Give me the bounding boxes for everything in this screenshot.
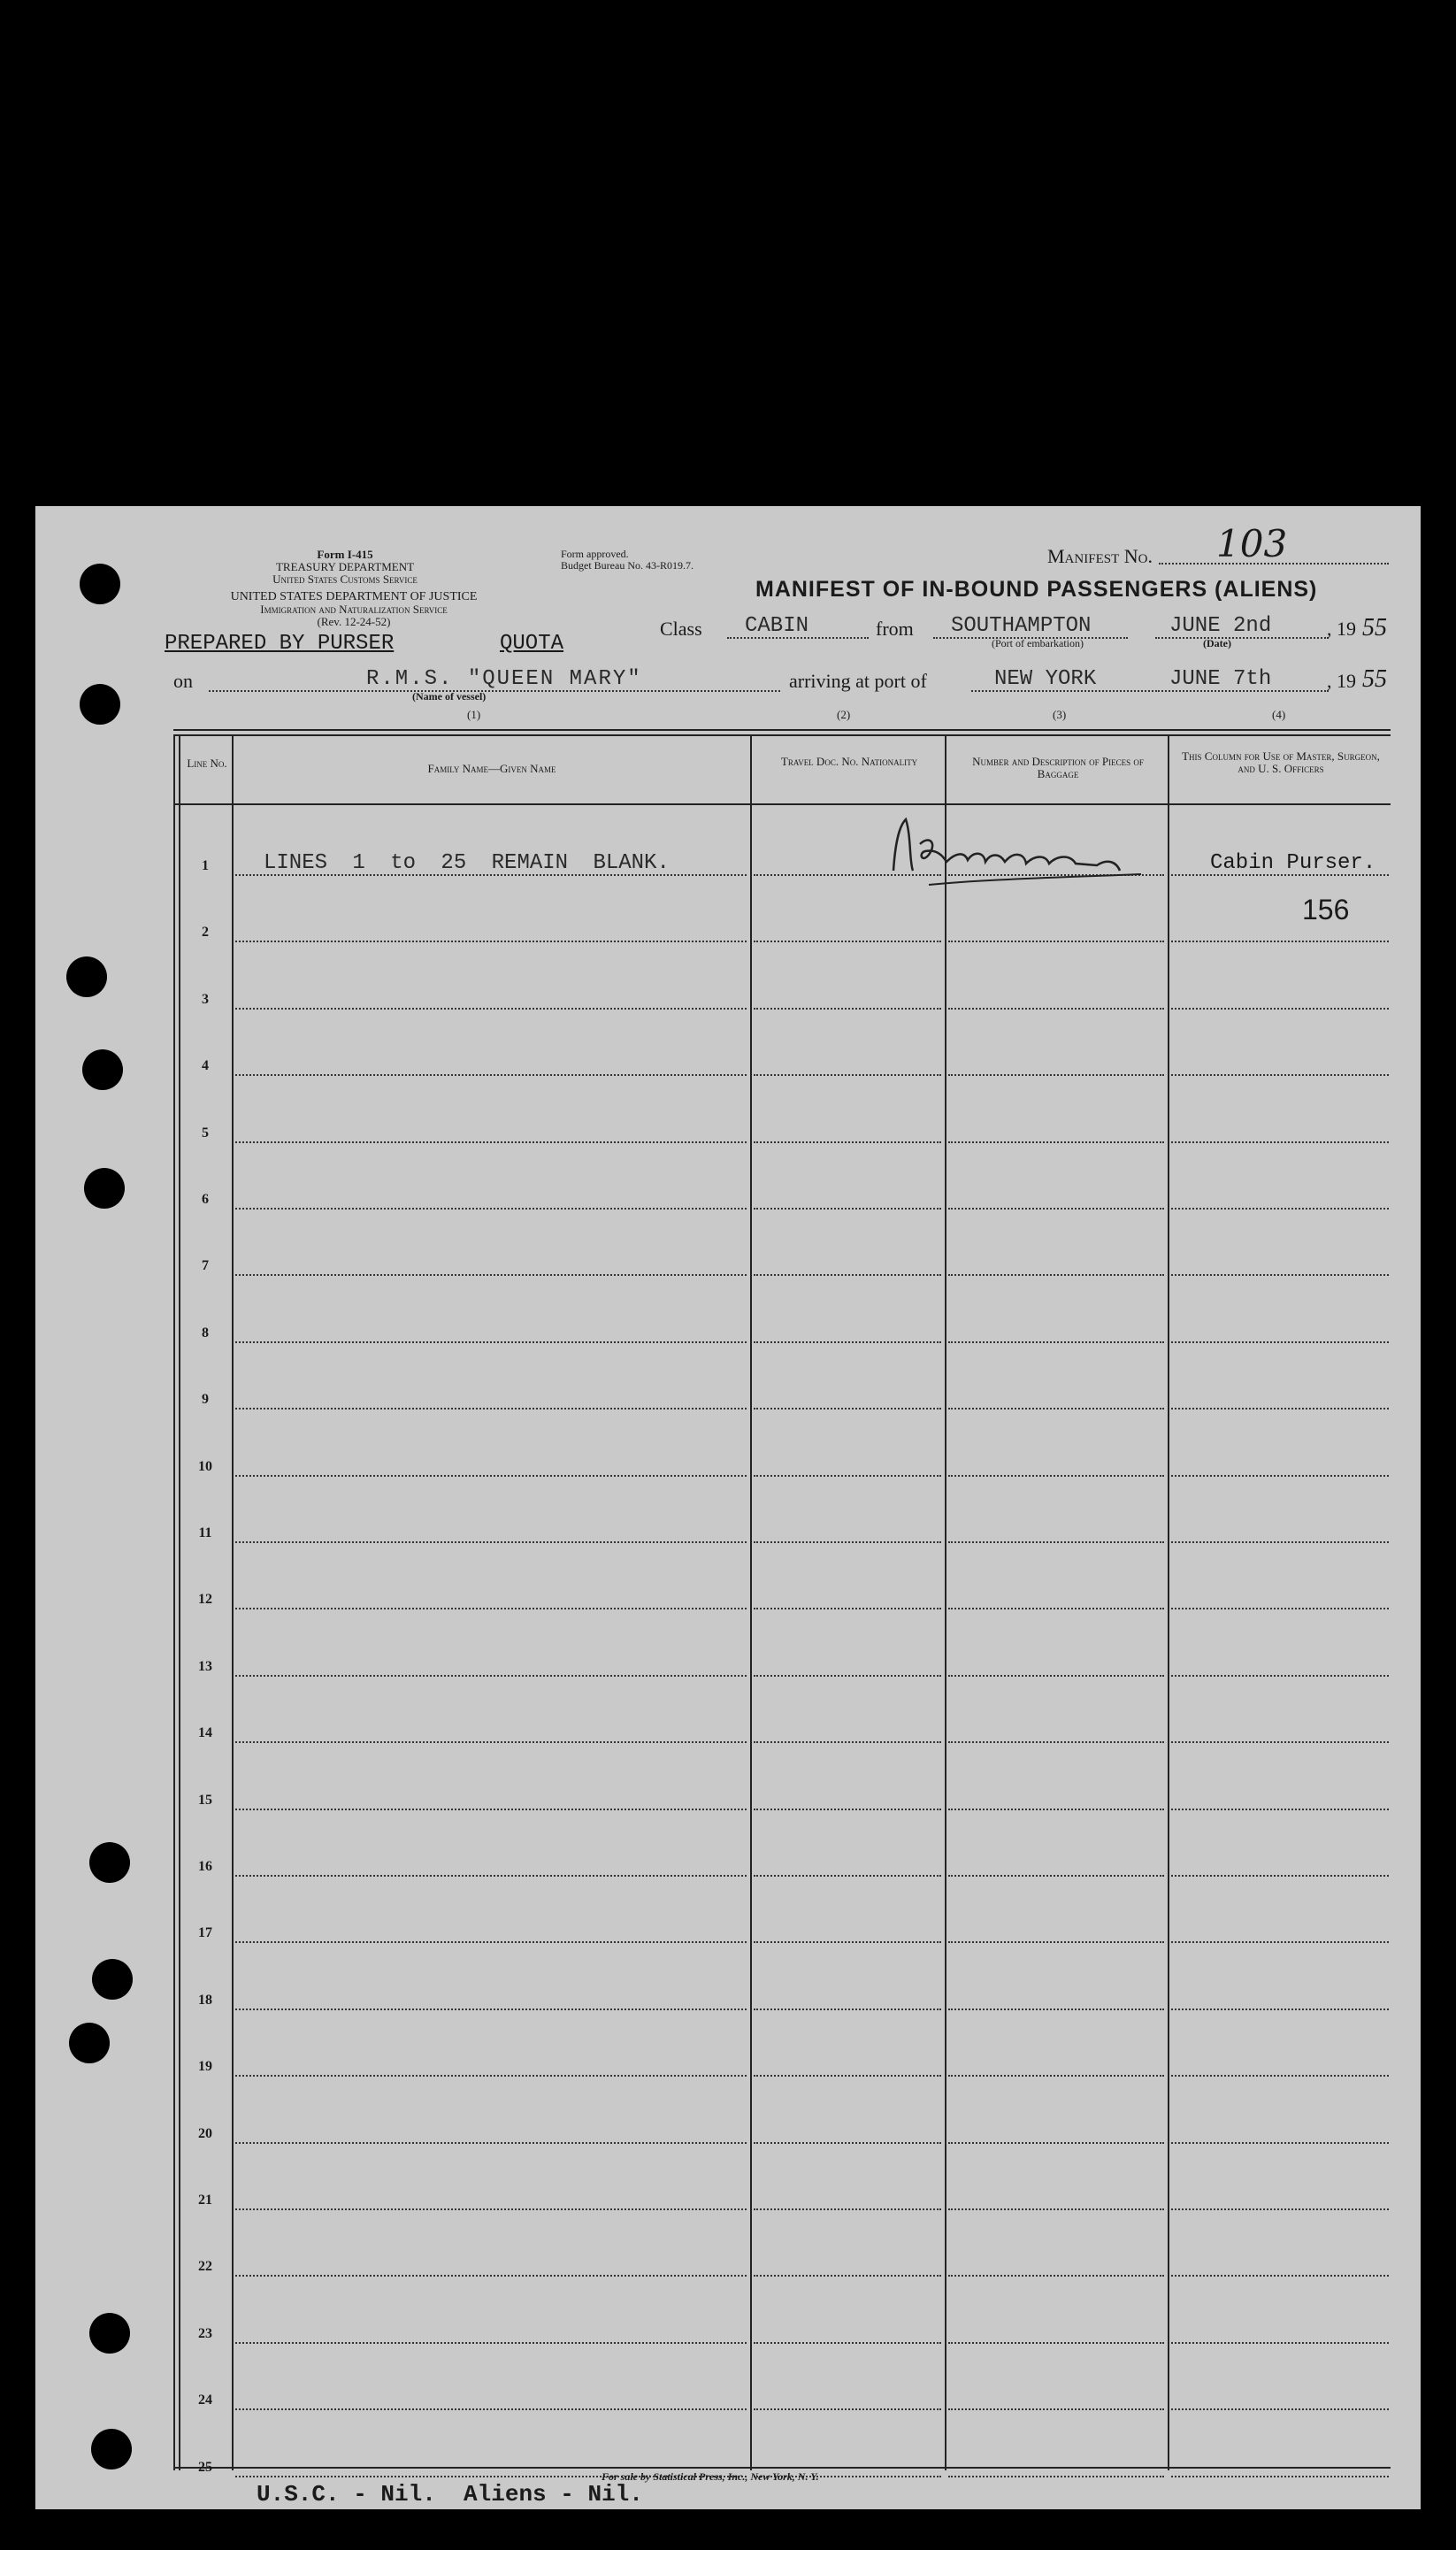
departure-date: JUNE 2nd bbox=[1169, 614, 1272, 638]
header-line-no: Line No. bbox=[187, 757, 227, 770]
row-dotted-line bbox=[235, 1274, 747, 1276]
row-dotted-line bbox=[235, 1141, 747, 1143]
row-dotted-line bbox=[754, 2208, 941, 2210]
doc-divider bbox=[945, 734, 946, 2470]
row-number: 21 bbox=[198, 2193, 212, 2208]
row-dotted-line bbox=[948, 1941, 1164, 1943]
row-dotted-line bbox=[1171, 1941, 1389, 1943]
form-approved: Form approved. bbox=[561, 548, 629, 560]
punch-hole bbox=[84, 1168, 125, 1209]
row-dotted-line bbox=[1171, 1675, 1389, 1677]
row-dotted-line bbox=[754, 2009, 941, 2010]
class-value: CABIN bbox=[745, 614, 809, 638]
header-family-name: Family Name—Given Name bbox=[427, 762, 556, 775]
on-label: on bbox=[173, 670, 193, 692]
row-number: 23 bbox=[198, 2326, 212, 2341]
table-header-rule bbox=[173, 803, 1391, 805]
table-bottom-rule bbox=[173, 2467, 1391, 2469]
col-num-2: (2) bbox=[837, 708, 851, 721]
treasury-department: TREASURY DEPARTMENT bbox=[275, 560, 415, 573]
line-no-divider bbox=[232, 734, 234, 2470]
row-dotted-line bbox=[1171, 1074, 1389, 1076]
passenger-count: 156 bbox=[1302, 894, 1350, 926]
row-number: 1 bbox=[202, 858, 209, 873]
row-dotted-line bbox=[235, 1941, 747, 1943]
table-left-border bbox=[173, 734, 175, 2470]
row-dotted-line bbox=[754, 1141, 941, 1143]
arrival-port: NEW YORK bbox=[994, 667, 1097, 691]
row-dotted-line bbox=[235, 1541, 747, 1543]
row-number: 20 bbox=[198, 2126, 212, 2141]
row-number: 2 bbox=[202, 925, 209, 940]
row-number: 17 bbox=[198, 1925, 212, 1940]
row-number: 7 bbox=[202, 1258, 209, 1273]
row-dotted-line bbox=[948, 2476, 1164, 2477]
justice-block bbox=[177, 591, 531, 628]
row-dotted-line bbox=[754, 1608, 941, 1609]
row-dotted-line bbox=[1171, 1475, 1389, 1477]
form-number: Form I-415 bbox=[317, 548, 373, 561]
row-dotted-line bbox=[235, 1074, 747, 1076]
row-dotted-line bbox=[1171, 1274, 1389, 1276]
row-dotted-line bbox=[754, 1475, 941, 1477]
row-dotted-line bbox=[948, 1074, 1164, 1076]
row-dotted-line bbox=[948, 2342, 1164, 2344]
vessel-caption: (Name of vessel) bbox=[412, 690, 487, 703]
purser-signature bbox=[876, 800, 1176, 897]
budget-bureau: Budget Bureau No. 43-R019.7. bbox=[561, 559, 694, 572]
row-number: 18 bbox=[198, 1993, 212, 2008]
year-prefix: , 19 bbox=[1327, 618, 1356, 640]
punch-hole bbox=[82, 1049, 123, 1090]
row-dotted-line bbox=[235, 1341, 747, 1343]
punch-hole bbox=[80, 564, 120, 604]
from-label: from bbox=[876, 618, 914, 640]
header-travel-doc: Travel Doc. No. Nationality bbox=[780, 755, 918, 768]
row-number: 19 bbox=[198, 2059, 212, 2074]
customs-service: United States Customs Service bbox=[272, 572, 418, 586]
baggage-divider bbox=[1168, 734, 1169, 2470]
punch-hole bbox=[66, 956, 107, 997]
row-dotted-line bbox=[948, 1809, 1164, 1810]
table-left-border-2 bbox=[179, 734, 180, 2470]
row-dotted-line bbox=[948, 1541, 1164, 1543]
row-dotted-line bbox=[235, 1675, 747, 1677]
approval-block bbox=[561, 549, 694, 572]
printer-note: For sale by Statistical Press, Inc., New York, N. Y. bbox=[602, 2470, 819, 2483]
vessel-name: R.M.S. "QUEEN MARY" bbox=[366, 667, 642, 691]
port-caption: (Port of embarkation) bbox=[992, 637, 1084, 649]
row-dotted-line bbox=[948, 2408, 1164, 2410]
punch-hole bbox=[89, 1842, 130, 1883]
row-dotted-line bbox=[754, 1074, 941, 1076]
table-top-rule-2 bbox=[173, 734, 1391, 736]
revision-date: (Rev. 12-24-52) bbox=[317, 615, 391, 628]
row-dotted-line bbox=[948, 1608, 1164, 1609]
row-dotted-line bbox=[948, 2275, 1164, 2277]
row-dotted-line bbox=[754, 1741, 941, 1743]
row-dotted-line bbox=[754, 1875, 941, 1877]
row-dotted-line bbox=[1171, 2009, 1389, 2010]
row-dotted-line bbox=[948, 1875, 1164, 1877]
row-dotted-line bbox=[235, 1741, 747, 1743]
row-dotted-line bbox=[1171, 1008, 1389, 1010]
row-dotted-line bbox=[754, 1809, 941, 1810]
row-number: 13 bbox=[198, 1659, 212, 1674]
row-dotted-line bbox=[754, 2275, 941, 2277]
row-dotted-line bbox=[1171, 1741, 1389, 1743]
justice-department: UNITED STATES DEPARTMENT OF JUSTICE bbox=[230, 590, 478, 603]
col-num-1: (1) bbox=[467, 708, 481, 721]
class-label: Class bbox=[660, 618, 702, 640]
row-dotted-line bbox=[754, 1675, 941, 1677]
row-dotted-line bbox=[1171, 1541, 1389, 1543]
row-dotted-line bbox=[948, 1141, 1164, 1143]
row-dotted-line bbox=[1171, 941, 1389, 942]
row-number: 10 bbox=[198, 1459, 212, 1474]
manifest-no-label: Manifest No. bbox=[1047, 545, 1153, 567]
row-dotted-line bbox=[948, 1475, 1164, 1477]
col-num-4: (4) bbox=[1272, 708, 1286, 721]
manifest-title: MANIFEST OF IN-BOUND PASSENGERS (ALIENS) bbox=[755, 577, 1318, 602]
punch-hole bbox=[92, 1959, 133, 2000]
row-dotted-line bbox=[754, 1008, 941, 1010]
row-dotted-line bbox=[235, 2075, 747, 2077]
punch-hole bbox=[80, 684, 120, 725]
row-dotted-line bbox=[1171, 2208, 1389, 2210]
row-dotted-line bbox=[1171, 2408, 1389, 2410]
punch-hole bbox=[69, 2023, 110, 2063]
row-dotted-line bbox=[1171, 1408, 1389, 1409]
header-officers: This Column for Use of Master, Surgeon, and U. S. Officers bbox=[1182, 749, 1380, 775]
row-dotted-line bbox=[235, 2208, 747, 2210]
header-baggage: Number and Description of Pieces of Baggage bbox=[972, 755, 1144, 780]
row-number: 22 bbox=[198, 2259, 212, 2274]
row-dotted-line bbox=[235, 941, 747, 942]
row-dotted-line bbox=[235, 2408, 747, 2410]
date-caption: (Date) bbox=[1203, 637, 1231, 649]
arrival-date: JUNE 7th bbox=[1169, 667, 1272, 691]
row-dotted-line bbox=[948, 2208, 1164, 2210]
row-dotted-line bbox=[754, 1208, 941, 1210]
row-dotted-line bbox=[235, 2342, 747, 2344]
row-dotted-line bbox=[754, 2408, 941, 2410]
row-dotted-line bbox=[754, 1941, 941, 1943]
row-dotted-line bbox=[754, 1341, 941, 1343]
row-dotted-line bbox=[235, 2142, 747, 2144]
row-dotted-line bbox=[1171, 1141, 1389, 1143]
ins-service: Immigration and Naturalization Service bbox=[260, 603, 448, 616]
row-number: 11 bbox=[198, 1525, 212, 1540]
row-dotted-line bbox=[1171, 2476, 1389, 2477]
row-dotted-line bbox=[948, 1274, 1164, 1276]
row-dotted-line bbox=[1171, 1608, 1389, 1609]
row-dotted-line bbox=[948, 1008, 1164, 1010]
row-number: 15 bbox=[198, 1793, 212, 1808]
row-dotted-line bbox=[754, 1541, 941, 1543]
row-number: 5 bbox=[202, 1125, 209, 1141]
row-dotted-line bbox=[235, 1608, 747, 1609]
row-dotted-line bbox=[948, 1208, 1164, 1210]
row-dotted-line bbox=[948, 1341, 1164, 1343]
row-dotted-line bbox=[754, 2342, 941, 2344]
row-dotted-line bbox=[1171, 2342, 1389, 2344]
col-num-3: (3) bbox=[1053, 708, 1067, 721]
row-dotted-line bbox=[754, 941, 941, 942]
summary-note: U.S.C. - Nil. Aliens - Nil. bbox=[257, 2481, 643, 2508]
row-dotted-line bbox=[948, 1741, 1164, 1743]
arrival-year: 55 bbox=[1362, 665, 1387, 693]
row-dotted-line bbox=[948, 2009, 1164, 2010]
manifest-number: 103 bbox=[1216, 522, 1288, 565]
row-dotted-line bbox=[948, 1675, 1164, 1677]
row-number: 25 bbox=[198, 2460, 212, 2475]
row-dotted-line bbox=[754, 1408, 941, 1409]
name-divider bbox=[750, 734, 752, 2470]
row-dotted-line bbox=[1171, 2275, 1389, 2277]
row-dotted-line bbox=[948, 2075, 1164, 2077]
row-number: 4 bbox=[202, 1058, 209, 1073]
quota-label: QUOTA bbox=[500, 632, 564, 656]
prepared-by-purser: PREPARED BY PURSER bbox=[165, 632, 395, 656]
row-dotted-line bbox=[235, 1208, 747, 1210]
row-number: 8 bbox=[202, 1325, 209, 1340]
row-dotted-line bbox=[235, 1408, 747, 1409]
row-dotted-line bbox=[1171, 1809, 1389, 1810]
row-dotted-line bbox=[235, 2009, 747, 2010]
form-info-block bbox=[221, 549, 469, 586]
row-number: 9 bbox=[202, 1392, 209, 1407]
punch-hole bbox=[89, 2313, 130, 2354]
table-top-rule bbox=[173, 729, 1391, 731]
row-dotted-line bbox=[1171, 2142, 1389, 2144]
row-dotted-line bbox=[235, 1809, 747, 1810]
row-number: 3 bbox=[202, 992, 209, 1007]
row1-text: LINES 1 to 25 REMAIN BLANK. bbox=[264, 851, 670, 875]
row-dotted-line bbox=[948, 2142, 1164, 2144]
punch-hole bbox=[91, 2429, 132, 2469]
row-dotted-line bbox=[235, 1475, 747, 1477]
row-dotted-line bbox=[948, 941, 1164, 942]
row-number: 24 bbox=[198, 2393, 212, 2408]
row-dotted-line bbox=[235, 2275, 747, 2277]
row-number: 6 bbox=[202, 1192, 209, 1207]
arriving-label: arriving at port of bbox=[789, 670, 927, 692]
row-number: 12 bbox=[198, 1592, 212, 1607]
embarkation-port: SOUTHAMPTON bbox=[951, 614, 1092, 638]
row-dotted-line bbox=[1171, 2075, 1389, 2077]
row-dotted-line bbox=[235, 1008, 747, 1010]
row-dotted-line bbox=[948, 1408, 1164, 1409]
row-dotted-line bbox=[754, 1274, 941, 1276]
row-dotted-line bbox=[754, 2075, 941, 2077]
row-dotted-line bbox=[1171, 1208, 1389, 1210]
row-number: 14 bbox=[198, 1725, 212, 1740]
departure-year: 55 bbox=[1362, 614, 1387, 641]
year-prefix-2: , 19 bbox=[1327, 670, 1356, 692]
cabin-purser: Cabin Purser. bbox=[1210, 851, 1376, 875]
row-number: 16 bbox=[198, 1859, 212, 1874]
row-dotted-line bbox=[1171, 1341, 1389, 1343]
row-dotted-line bbox=[1171, 1875, 1389, 1877]
row-dotted-line bbox=[754, 2142, 941, 2144]
row-dotted-line bbox=[235, 1875, 747, 1877]
